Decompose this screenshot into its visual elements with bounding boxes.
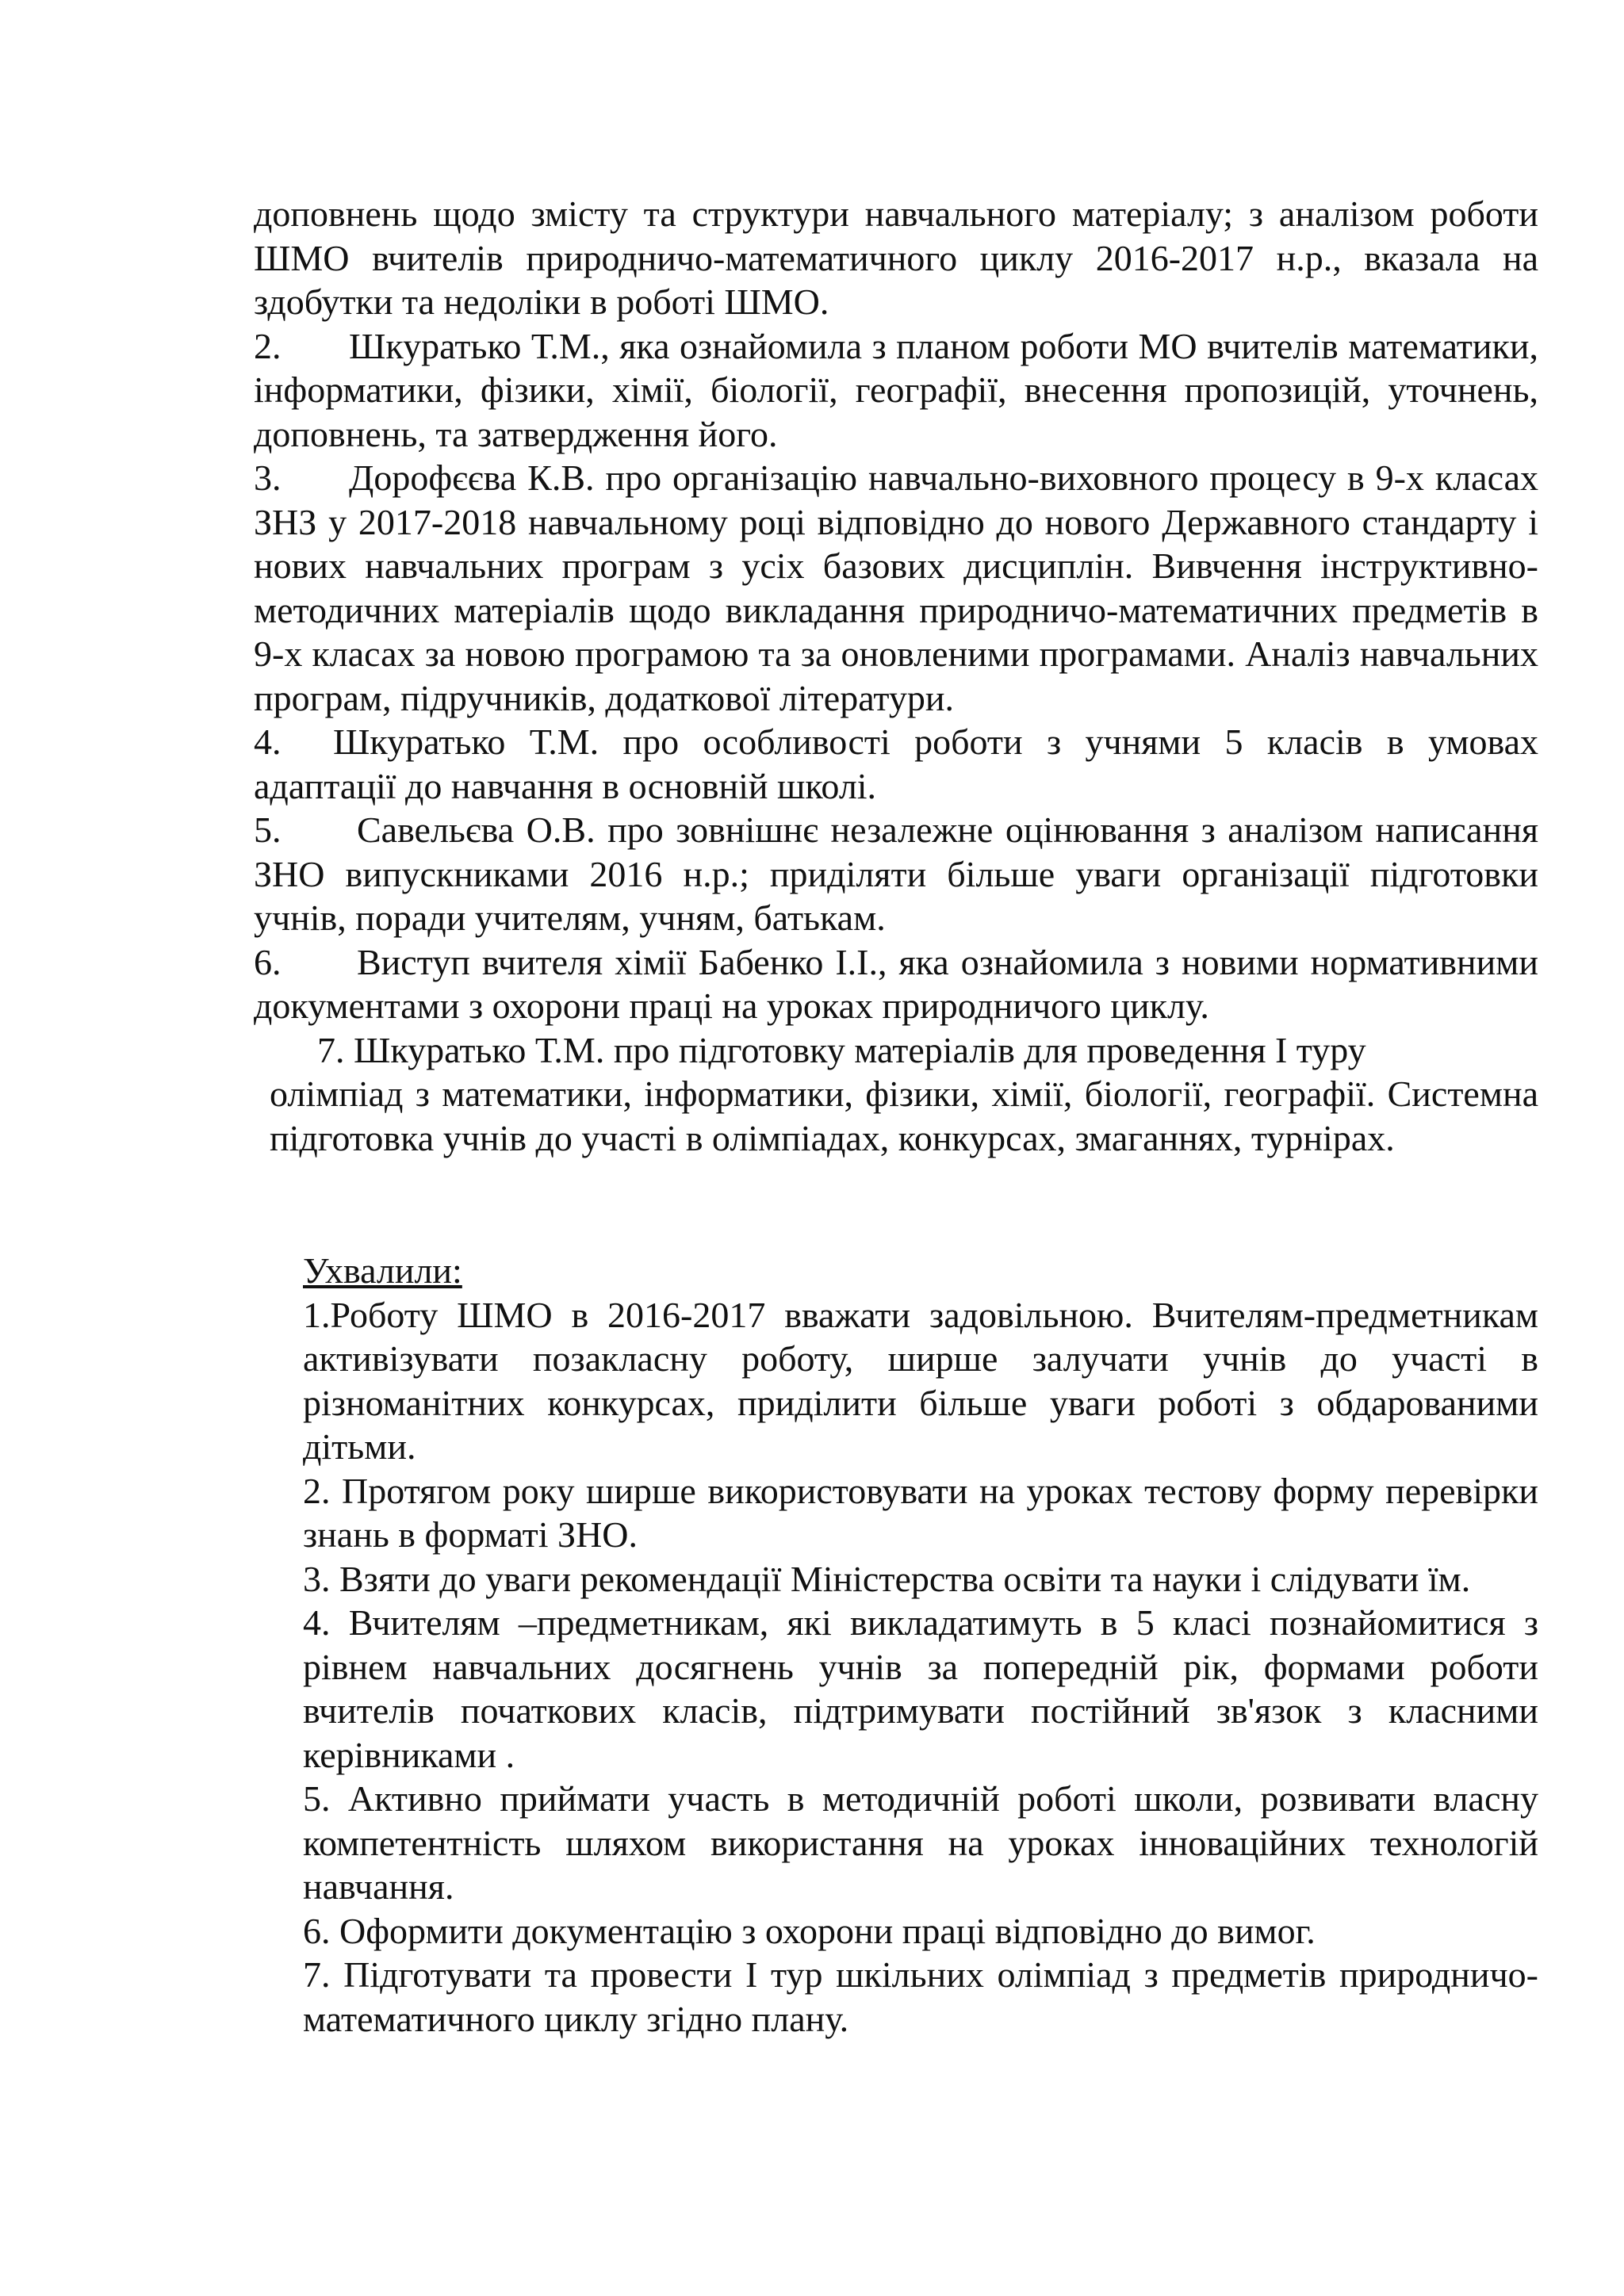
item-text: Дорофєєва К.В. про організацію навчально-виховного процесу в 9-х класах ЗНЗ у 2017-2018 навчальному році відповідно до нового Державного стандарту і нових навчальних програм з усіх базових дисциплін. Вивчення інструктивно-методичних матеріалів щодо викладання природничо-математичних предметів в 9-х класах за новою програмою та за оновленими програмами. Аналіз навчальних програм, підручників, додаткової літератури. <box>254 457 1538 718</box>
item-text: Виступ вчителя хімії Бабенко І.І., яка ознайомила з новими нормативними документами з охорони праці на уроках природничого циклу. <box>254 941 1538 1026</box>
decision-item: 6. Оформити документацію з охорони праці відповідно до вимог. <box>303 1910 1316 1951</box>
decision-item: 7. Підготувати та провести І тур шкільних олімпіад з предметів природничо-математичного циклу згідно плану. <box>303 1954 1538 2039</box>
intro-paragraph: доповнень щодо змісту та структури навчального матеріалу; з аналізом роботи ШМО вчителів природничо-математичного циклу 2016-2017 н.р., вказала на здобутки та недоліки в роботі ШМО. <box>254 193 1538 322</box>
item-text: Савельєва О.В. про зовнішнє незалежне оцінювання з аналізом написання ЗНО випускниками 2016 н.р.; приділяти більше уваги організації підготовки учнів, поради учителям, учням, батькам. <box>254 809 1538 938</box>
decision-item: 2. Протягом року ширше використовувати на уроках тестову форму перевірки знань в форматі ЗНО. <box>303 1470 1538 1555</box>
item-7-continuation: олімпіад з математики, інформатики, фізики, хімії, біології, географії. Системна підготовка учнів до участі в олімпіадах, конкурсах, змаганнях, турнірах. <box>270 1073 1538 1158</box>
decisions-section <box>303 1249 1538 2041</box>
item-text: Шкуратько Т.М. про особливості роботи з учнями 5 класів в умовах адаптації до навчання в основній школі. <box>254 721 1538 806</box>
list-item <box>254 940 1538 1028</box>
item-number: 2. <box>254 325 282 366</box>
item-7-first-line: 7. Шкуратько Т.М. про підготовку матеріалів для проведення І туру <box>317 1029 1366 1070</box>
report-section <box>254 192 1538 1160</box>
item-number: 4. <box>254 721 282 762</box>
decisions-heading: Ухвалили: <box>303 1250 462 1291</box>
item-number: 6. <box>254 941 282 982</box>
decision-item: 4. Вчителям –предметникам, які викладатимуть в 5 класі познайомитися з рівнем навчальних досягнень учнів за попередній рік, формами роботи вчителів початкових класів, підтримувати постійний зв'язок з класними керівниками . <box>303 1602 1538 1775</box>
decision-item: 3. Взяти до уваги рекомендації Міністерства освіти та науки і слідувати їм. <box>303 1558 1471 1599</box>
decision-item: 5. Активно приймати участь в методичній роботі школи, розвивати власну компетентність шляхом використання на уроках інноваційних технологій навчання. <box>303 1778 1538 1907</box>
list-item <box>254 808 1538 940</box>
list-item <box>254 720 1538 808</box>
item-text: Шкуратько Т.М., яка ознайомила з планом роботи МО вчителів математики, інформатики, фізики, хімії, біології, географії, внесення пропозицій, уточнень, доповнень, та затвердження його. <box>254 325 1538 454</box>
item-number: 3. <box>254 457 282 498</box>
decision-item: 1.Роботу ШМО в 2016-2017 вважати задовільною. Вчителям-предметникам активізувати позакласну роботу, ширше залучати учнів до участі в різноманітних конкурсах, приділити більше уваги роботі з обдарованими дітьми. <box>303 1294 1538 1467</box>
item-number: 5. <box>254 809 282 850</box>
list-item <box>254 456 1538 720</box>
list-item <box>254 324 1538 457</box>
